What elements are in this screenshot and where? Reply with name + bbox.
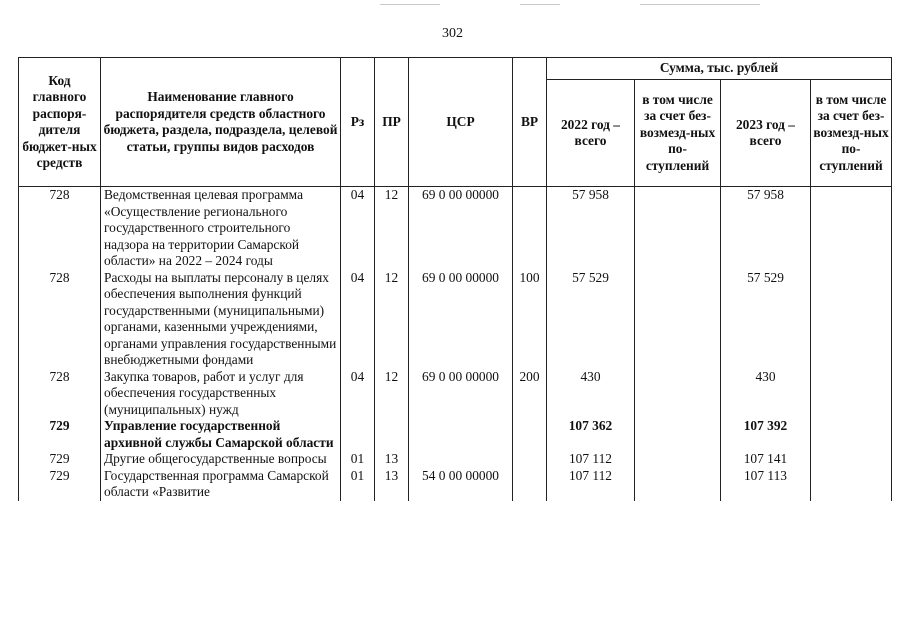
- cell-name: Закупка товаров, работ и услуг для обеспечения государственных (муниципальных) нужд: [101, 369, 341, 419]
- cell-name: Расходы на выплаты персоналу в целях обеспечения выполнения функций государственными (муниципальными) органами, казенными учреждениями, органами управления государственными внебюджетными фондами: [101, 270, 341, 369]
- cell-2023-total: 107 392: [721, 418, 811, 451]
- cell-code: 728: [19, 369, 101, 419]
- cell-rz: 04: [341, 369, 375, 419]
- table-row: [19, 369, 892, 419]
- cell-name: Государственная программа Самарской области «Развитие: [101, 468, 341, 501]
- cell-2023-free: [811, 468, 892, 501]
- cell-2022-free: [635, 451, 721, 468]
- cell-2023-total: 107 113: [721, 468, 811, 501]
- cell-rz: 04: [341, 187, 375, 270]
- header-name: Наименование главного распорядителя средств областного бюджета, раздела, подраздела, целевой статьи, группы видов расходов: [101, 58, 341, 187]
- cell-rz: [341, 418, 375, 451]
- cell-2022-free: [635, 418, 721, 451]
- cell-vr: [513, 187, 547, 270]
- header-2022-free: в том числе за счет без-возмезд-ных по-ступлений: [635, 80, 721, 187]
- header-2022-total: 2022 год – всего: [547, 80, 635, 187]
- cell-2023-total: 430: [721, 369, 811, 419]
- cell-2022-free: [635, 468, 721, 501]
- cell-code: 729: [19, 451, 101, 468]
- cell-pr: 12: [375, 270, 409, 369]
- cell-2022-free: [635, 369, 721, 419]
- cell-2022-total: 57 958: [547, 187, 635, 270]
- cell-vr: 200: [513, 369, 547, 419]
- header-2023-total: 2023 год – всего: [721, 80, 811, 187]
- cell-name: Управление государственной архивной службы Самарской области: [101, 418, 341, 451]
- header-sum-group: Сумма, тыс. рублей: [547, 58, 892, 80]
- cell-2022-total: 107 112: [547, 451, 635, 468]
- cell-csr: 69 0 00 00000: [409, 270, 513, 369]
- table-row: [19, 270, 892, 369]
- cell-rz: 01: [341, 451, 375, 468]
- cell-2023-free: [811, 270, 892, 369]
- header-code: Код главного распоря-дителя бюджет-ных средств: [19, 58, 101, 187]
- cell-code: 728: [19, 187, 101, 270]
- cell-2023-free: [811, 369, 892, 419]
- table-body: [19, 187, 892, 501]
- cell-rz: 01: [341, 468, 375, 501]
- cell-rz: 04: [341, 270, 375, 369]
- budget-table: [18, 57, 892, 501]
- table-row: [19, 468, 892, 501]
- cell-name: Другие общегосударственные вопросы: [101, 451, 341, 468]
- header-vr: ВР: [513, 58, 547, 187]
- header-pr: ПР: [375, 58, 409, 187]
- cell-vr: 100: [513, 270, 547, 369]
- cell-2023-total: 107 141: [721, 451, 811, 468]
- table-row: [19, 451, 892, 468]
- cell-2022-free: [635, 187, 721, 270]
- cell-2022-total: 430: [547, 369, 635, 419]
- table-header: [19, 58, 892, 187]
- cell-vr: [513, 418, 547, 451]
- cell-csr: [409, 451, 513, 468]
- scan-artifact-line: [520, 4, 560, 5]
- cell-2022-total: 107 112: [547, 468, 635, 501]
- cell-2023-free: [811, 418, 892, 451]
- cell-pr: 13: [375, 468, 409, 501]
- cell-csr: 69 0 00 00000: [409, 369, 513, 419]
- cell-2023-free: [811, 451, 892, 468]
- cell-name: Ведомственная целевая программа «Осуществление регионального государственного строительного надзора на территории Самарской области» на 2022 – 2024 годы: [101, 187, 341, 270]
- cell-code: 729: [19, 468, 101, 501]
- cell-csr: 69 0 00 00000: [409, 187, 513, 270]
- table-row: [19, 187, 892, 270]
- cell-pr: 13: [375, 451, 409, 468]
- cell-2023-total: 57 958: [721, 187, 811, 270]
- cell-pr: 12: [375, 187, 409, 270]
- cell-code: 728: [19, 270, 101, 369]
- cell-code: 729: [19, 418, 101, 451]
- header-2023-free: в том числе за счет без-возмезд-ных по-ступлений: [811, 80, 892, 187]
- cell-2023-total: 57 529: [721, 270, 811, 369]
- cell-pr: [375, 418, 409, 451]
- table-row: [19, 418, 892, 451]
- header-rz: Рз: [341, 58, 375, 187]
- cell-2023-free: [811, 187, 892, 270]
- header-csr: ЦСР: [409, 58, 513, 187]
- cell-csr: 54 0 00 00000: [409, 468, 513, 501]
- cell-2022-total: 57 529: [547, 270, 635, 369]
- cell-2022-free: [635, 270, 721, 369]
- cell-pr: 12: [375, 369, 409, 419]
- cell-vr: [513, 451, 547, 468]
- page-number: 302: [442, 26, 463, 41]
- cell-vr: [513, 468, 547, 501]
- scan-artifact-line: [640, 4, 760, 5]
- scan-artifact-line: [380, 4, 440, 5]
- cell-2022-total: 107 362: [547, 418, 635, 451]
- cell-csr: [409, 418, 513, 451]
